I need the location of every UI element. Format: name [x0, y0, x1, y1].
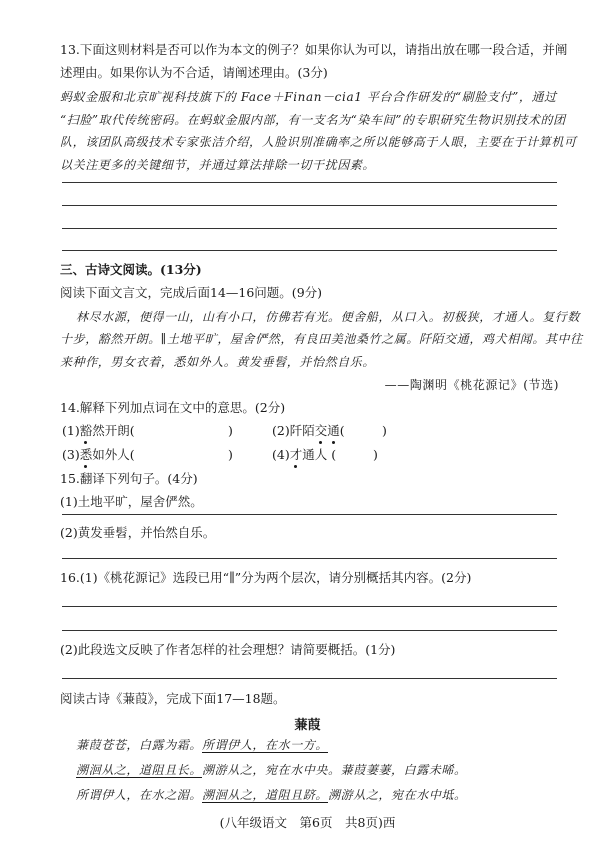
- answer-line[interactable]: [62, 558, 557, 559]
- q15-prompt: 15.翻译下列句子。(4分): [60, 471, 198, 486]
- q13-material-line2: “扫脸”取代传统密码。在蚂蚁金服内部，有一支名为“染车间”的专职研究生物识别技术的团: [60, 113, 566, 127]
- emphasis-dot-char: 通: [327, 423, 340, 439]
- answer-line[interactable]: [62, 182, 557, 183]
- page-footer: (八年级语文 第6页 共8页)西: [219, 815, 396, 830]
- passage-source: ——陶渊明《桃花源记》(节选): [384, 378, 559, 392]
- emphasis-dot-char: 交: [315, 423, 328, 439]
- answer-line[interactable]: [62, 514, 557, 515]
- q14-item1-close: ): [228, 423, 233, 438]
- answer-line[interactable]: [62, 205, 557, 206]
- passage-line2: 十步，豁然开朗。∥土地平旷，屋舍俨然，有良田美池桑竹之属。阡陌交通，鸡犬相闻。其中往: [60, 332, 583, 346]
- q14-item3-close: ): [228, 447, 233, 462]
- poem-line1: 蒹葭苍苍，白露为霜。所谓伊人，在水一方。: [76, 738, 329, 752]
- q13-material-line4: 以关注更多的关键细节，并通过算法排除一切干扰因素。: [60, 158, 376, 172]
- q16-prompt1: 16.(1)《桃花源记》选段已用“∥”分为两个层次，请分别概括其内容。(2分): [60, 570, 472, 585]
- passage-line1: 林尽水源，便得一山，山有小口，仿佛若有光。便舍船，从口入。初极狭，才通人。复行数: [76, 310, 581, 324]
- q14-item4: (4)才 通人 (: [272, 447, 336, 463]
- poem-line2: 溯洄从之，道阻且长。溯游从之，宛在水中央。蒹葭萋萋，白露未晞。: [76, 763, 467, 777]
- q16-prompt2: (2)此段选文反映了作者怎样的社会理想？请简要概括。(1分): [60, 642, 396, 657]
- answer-line[interactable]: [62, 630, 557, 631]
- passage-line3: 来种作，男女衣着，悉如外人。黄发垂髫，并怡然自乐。: [60, 355, 376, 369]
- q13-prompt-line2: 述理由。如果你认为不合适，请阐述理由。(3分): [60, 65, 328, 80]
- q14-item1: (1)豁 然开朗(: [62, 423, 135, 439]
- section-intro: 阅读下面文言文，完成后面14—16问题。(9分): [60, 285, 323, 300]
- q14-item2: (2)阡陌交 通 (: [272, 423, 345, 439]
- q14-prompt: 14.解释下列加点词在文中的意思。(2分): [60, 400, 286, 415]
- answer-line[interactable]: [62, 250, 557, 251]
- emphasis-dot-char: 豁: [80, 423, 93, 439]
- answer-line[interactable]: [62, 678, 557, 679]
- emphasis-dot-char: 才: [290, 447, 303, 463]
- q15-sentence2: (2)黄发垂髫，并怡然自乐。: [60, 525, 216, 540]
- q15-sentence1: (1)土地平旷，屋舍俨然。: [60, 494, 203, 509]
- emphasis-dot-char: 悉: [80, 447, 93, 463]
- q13-prompt-line1: 13.下面这则材料是否可以作为本文的例子？如果你认为可以，请指出放在哪一段合适，并阐: [60, 42, 568, 57]
- section-title: 三、古诗文阅读。(13分): [60, 262, 202, 277]
- q13-material-line1: 蚂蚁金服和北京旷视科技旗下的 Face＋Finan－cia1 平台合作研发的“刷脸支付”，通过: [60, 90, 557, 104]
- answer-line[interactable]: [62, 606, 557, 607]
- answer-line[interactable]: [62, 228, 557, 229]
- poem-intro: 阅读古诗《蒹葭》，完成下面17—18题。: [60, 691, 286, 706]
- poem-title: 蒹葭: [294, 718, 321, 733]
- q14-item4-close: ): [373, 447, 378, 462]
- q13-material-line3: 队，该团队高级技术专家张洁介绍，人脸识别准确率之所以能够高于人眼，主要在于计算机可: [60, 135, 577, 149]
- q14-item2-close: ): [382, 423, 387, 438]
- q14-item3: (3)悉 如外人(: [62, 447, 135, 463]
- poem-line3: 所谓伊人，在水之湄。溯洄从之，道阻且跻。溯游从之，宛在水中坻。: [76, 788, 467, 802]
